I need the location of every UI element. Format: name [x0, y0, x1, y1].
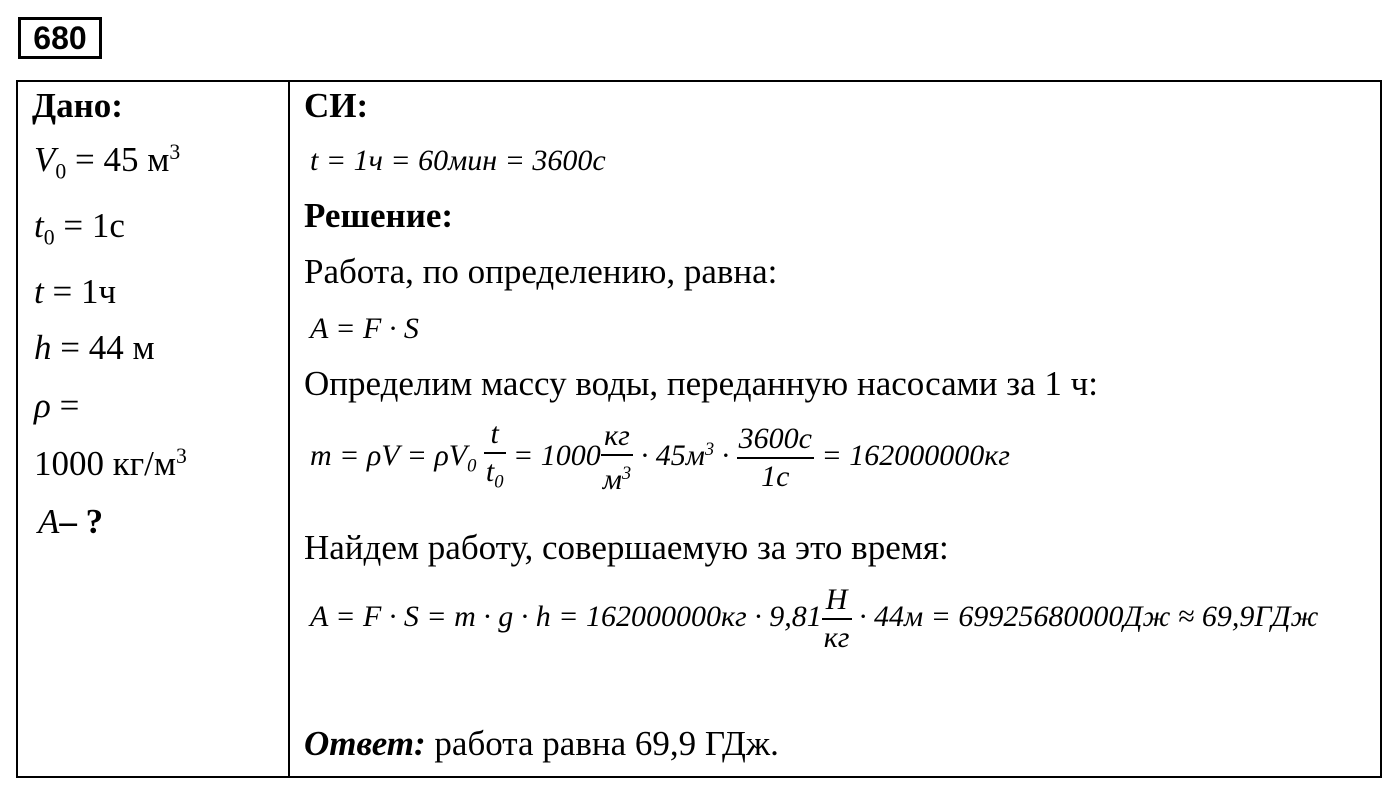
- formula-work: A = F · S = m · g · h = 162000000кг · 9,81 $\frac{Н}{кг}$ · 44м = 69925680000Дж ≈ 69,9ГДж: [310, 583, 1319, 654]
- answer-text: работа равна 69,9 ГДж.: [425, 724, 779, 763]
- given-rho: ρ =: [34, 386, 80, 425]
- given-h: h = 44 м: [34, 328, 155, 367]
- given-t0: $t_0 = 1с$: [34, 206, 125, 250]
- problem-number: 680: [18, 17, 102, 59]
- solution-header: Решение:: [304, 196, 454, 235]
- answer: [304, 724, 779, 764]
- formula-work-definition: A = F · S: [310, 312, 419, 345]
- formula-mass: $m = \rho V = \rho V_0$ $\frac{t}{t_0}$ = 1000 $\frac{кг}{м^3}$ · $45м^3$ · $\frac{3600с}{1с}$ = 162000000кг: [310, 417, 1010, 497]
- given-rho-value: 1000 $кг/м^3$: [34, 444, 187, 483]
- solution-line-3: Найдем работу, совершаемую за это время:: [304, 528, 949, 567]
- given-unknown: A– ?: [38, 502, 104, 541]
- si-header: СИ:: [304, 86, 369, 125]
- solution-table: [16, 80, 1382, 778]
- given-v0: $V_0 = 45$ $м^3$: [34, 140, 181, 184]
- answer-label: Ответ:: [304, 724, 426, 763]
- solution-line-2: Определим массу воды, переданную насосами за 1 ч:: [304, 364, 1098, 403]
- solution-line-1: Работа, по определению, равна:: [304, 252, 778, 291]
- given-header: Дано:: [32, 86, 123, 125]
- si-time-conversion: t = 1ч = 60мин = 3600с: [310, 144, 606, 177]
- given-t: t = 1ч: [34, 272, 117, 311]
- column-divider: [288, 82, 290, 776]
